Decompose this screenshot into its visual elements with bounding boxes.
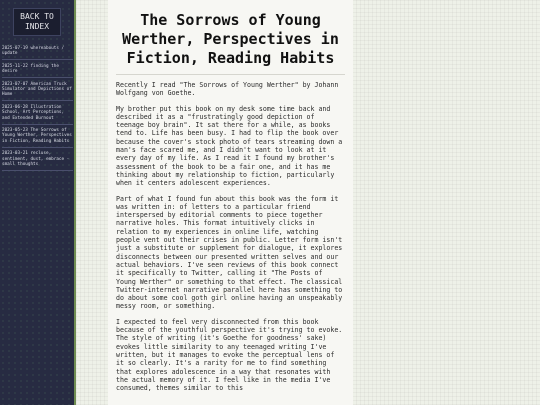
sidebar (0, 0, 76, 405)
post-link[interactable]: 2025-11-22 finding the desire (2, 64, 73, 78)
article-paragraph: Part of what I found fun about this book was the form it was written in: of letters to a particular friend interspersed by editorial comments to piece together narrative holes. This format intuitively clicks in relation to my experiences in online life, watching people vent out their crises in public. Letter form isn't just a substitute or supplement for dialogue, it explores disconnects between our presented written selves and our actual behaviors. I've seen reviews of this book connect it specifically to Twitter, calling it "The Posts of Young Werther" or something to that effect. The classical Twitter-internet narrative parallel here has something to do about some cool goth girl online having an unspeakably messy room, or something. (116, 194, 343, 311)
article-paragraph: Recently I read "The Sorrows of Young Werther" by Johann Wolfgang von Goethe. (116, 81, 339, 98)
back-to-index-label: BACK TO INDEX (20, 12, 54, 31)
back-to-index-button[interactable] (13, 8, 61, 36)
article (108, 0, 353, 405)
post-list (2, 46, 73, 175)
post-link[interactable]: 2023-06-28 Illustration School, Art Perceptions, and Extended Burnout (2, 105, 73, 125)
post-link[interactable]: 2023-07-07 American Truck Simulator and Depictions of Home (2, 82, 73, 102)
article-paragraph: I expected to feel very disconnected from this book because of the youthful perspective it's trying to evoke. The style of writing (it's Goethe for goodness' sake) evokes little similarity to any teenaged writing I've written, but it manages to evoke the perceptual lens of it so clearly. It's a rarity for me to find something that explores adolescence in a way that resonates with the actual memory of it. I feel like in the media I've consumed, themes similar to this (116, 317, 343, 393)
page-title: The Sorrows of Young Werther, Perspectives in Fiction, Reading Habits (116, 11, 345, 75)
post-link[interactable]: 2025-07-19 whereabouts / update (2, 46, 73, 60)
post-link[interactable]: 2023-05-23 The Sorrows of Young Werther, Perspectives in Fiction, Reading Habits (2, 128, 73, 148)
post-link[interactable]: 2023-03-21 recluse, sentiment, dust, embrace - small thoughts (2, 151, 73, 171)
article-paragraph: My brother put this book on my desk some time back and described it as a "frustratingly good depiction of teenage boy brain". It sat there for a while, as books tend to. Life has been busy. I had to flip the book over because the cover's stock photo of tears streaming down a man's face scared me, and I didn't want to look at it every day of my life. As I read it I found my brother's assessment of the book to be a fair one, and it has me thinking about my relationship to fiction, particularly when it centers adolescent experiences. (116, 104, 343, 188)
